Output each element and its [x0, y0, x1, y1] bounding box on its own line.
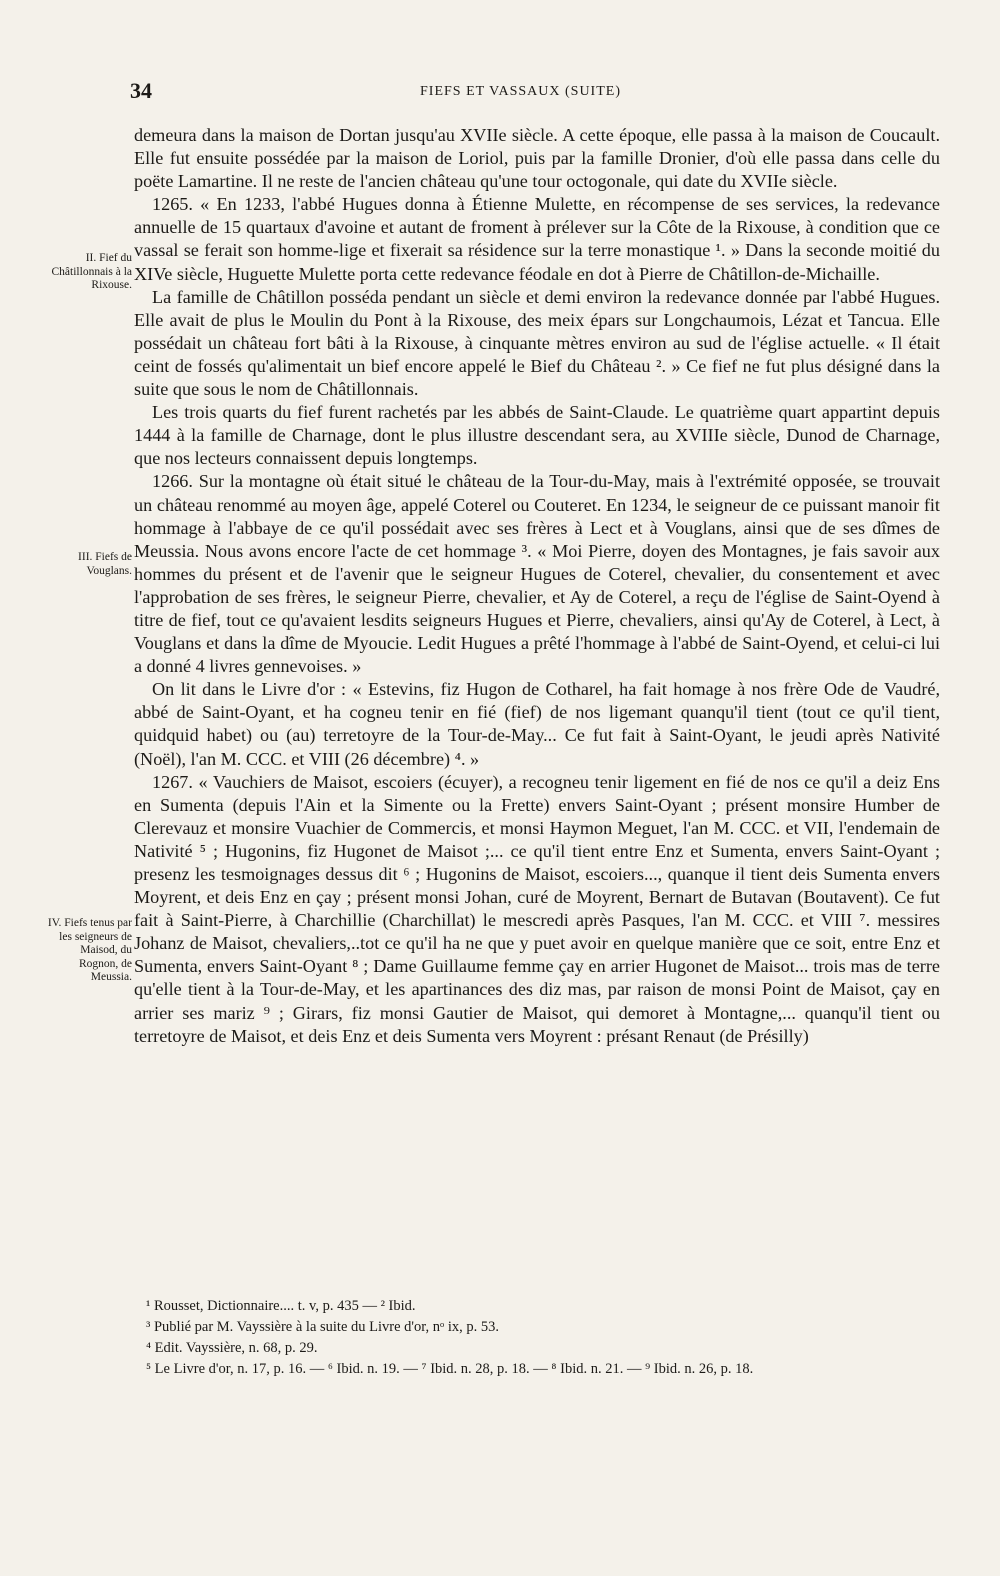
margin-note-iv: IV. Fiefs tenus par les seigneurs de Maisod, du Rognon, de Meussia. [47, 917, 132, 983]
paragraph-chatillon: La famille de Châtillon posséda pendant un siècle et demi environ la redevance donnée par l'abbé Hugues. Elle avait de plus le Moulin du Pont à la Rixouse, des meix épars sur Longchaumois, Lézat et Tancua. Elle possédait un château fort bâti à la Rixouse, à cinquante mètres environ au sud de l'église actuelle. « Il était ceint de fossés qu'alimentait un bief encore appelé le Bief du Château ². » Ce fief ne fut plus désigné dans la suite que sous le nom de Châtillonnais. [134, 286, 940, 400]
paragraph-charnage: Les trois quarts du fief furent rachetés par les abbés de Saint-Claude. Le quatrième quart appartint depuis 1444 à la famille de Charnage, dont le plus illustre descendant sera, au XVIIIe siècle, Dunod de Charnage, que nos lecteurs connaissent depuis longtemps. [134, 402, 940, 469]
margin-note-iii: III. Fiefs de Vouglans. [78, 551, 132, 577]
footnote-4: ⁴ Edit. Vayssière, n. 68, p. 29. [146, 1340, 318, 1356]
paragraph-continuation: demeura dans la maison de Dortan jusqu'au XVIIe siècle. A cette époque, elle passa à la maison de Coucault. Elle fut ensuite possédée par la maison de Loriol, puis par la famille Dronier, d'où elle passa dans celle du poëte Lamartine. Il ne reste de l'ancien château qu'une tour octogonale, qui date du XVIIe siècle. [134, 125, 940, 192]
footnote-5-9: ⁵ Le Livre d'or, n. 17, p. 16. — ⁶ Ibid. n. 19. — ⁷ Ibid. n. 28, p. 18. — ⁸ Ibid. n. 21. — ⁹ Ibid. n. 26, p. 18. [146, 1361, 754, 1377]
paragraph-1267: 1267. « Vauchiers de Maisot, escoiers (écuyer), a recogneu tenir ligement en fié de nos ce qu'il a deiz Ens en Sumenta (depuis l'Ain et la Simente ou la Frette) envers Saint-Oyant ; présent monsire Humber de Clerevauz et monsire Vuachier de Commercis, et monsi Haymon Meguet, l'an M. CCC. et VII, l'endemain de Nativité ⁵ ; Hugonins, fiz Hugonet de Maisot ;... ce qu'il tient entre Enz et Sumenta, envers Saint-Oyant ; presenz les tesmoignages dessus dit ⁶ ; Hugonins de Maisot, escoiers..., quanque il tient deis Sumenta envers Moyrent, et deis Enz en çay ; présent monsi Johan, curé de Moyrent, Bernart de Butavan (Boutavent). Ce fut fait à Saint-Pierre, à Charchillie (Charchillat) le mescredi après Pasques, l'an M. CCC. et VIII ⁷. messires Johanz de Maisot, chevaliers,..tot ce qu'il ha ne que y puet avoir en quelque manière que ce soit, entre Enz et Sumenta, envers Saint-Oyant ⁸ ; Dame Guillaume femme çay en arrier Hugonet de Maisot... trois mas de terre qu'elle tient à la Tour-de-May, et les apartinances des diz mas, par raison de monsi Point de Maisot, çay en arrier ses mariz ⁹ ; Girars, fiz monsi Gautier de Maisot, qui demoret à Montagne,... quanqu'il tient ou terretoyre de Maisot, et deis Enz et deis Sumenta vers Moyrent : présant Renaut (de Présilly) [134, 771, 940, 1046]
running-title: FIEFS ET VASSAUX (SUITE) [420, 84, 621, 99]
margin-note-ii: II. Fief du Châtillonnais à la Rixouse. [51, 252, 132, 291]
footnote-1-2: ¹ Rousset, Dictionnaire.... t. v, p. 435 — ² Ibid. [146, 1298, 416, 1314]
paragraph-1265: 1265. « En 1233, l'abbé Hugues donna à Étienne Mulette, en récompense de ses services, la redevance annuelle de 15 quartaux d'avoine et autant de froment à prélever sur la Côte de la Rixouse, à condition que ce vassal se ferait son homme-lige et fixerait sa résidence sur la terre monastique ¹. » Dans la seconde moitié du XIVe siècle, Huguette Mulette porta cette redevance féodale en dot à Pierre de Châtillon-de-Michaille. [134, 194, 940, 284]
paragraph-1266: 1266. Sur la montagne où était situé le château de la Tour-du-May, mais à l'extrémité opposée, se trouvait un château renommé au moyen âge, appelé Coterel ou Couteret. En 1234, le seigneur de ce puissant manoir fit hommage à l'abbaye de ce qu'il possédait avec ses frères à Lect et à Vouglans, ainsi que de ses dîmes de Meussia. Nous avons encore l'acte de cet hommage ³. « Moi Pierre, doyen des Montagnes, je fais savoir aux hommes du présent et de l'avenir que le seigneur Hugues de Coterel, chevalier, du consentement et avec l'approbation de ses frères, le seigneur Pierre, chevalier, et Ay de Coterel, a reçu de l'église de Saint-Oyend à titre de fief, tout ce qu'avaient lesdits seigneurs Hugues et Pierre, chevaliers, ainsi qu'Ay de Coterel, à Lect, à Vouglans et dans la dîme de Myoucie. Ledit Hugues a prêté l'hommage à l'abbé de Saint-Oyend, et celui-ci lui a donné 4 livres gennevoises. » [134, 471, 940, 677]
page-number: 34 [130, 78, 152, 103]
main-text [134, 124, 940, 1048]
paragraph-livre-dor: On lit dans le Livre d'or : « Estevins, fiz Hugon de Cotharel, ha fait homage à nos frère Ode de Vaudré, abbé de Saint-Oyant, et ha cogneu tenir en fié (fief) de nos ligemant quanqu'il tient (tout ce qu'il tient, quidquid habet) ou (au) terretoyre de la Tour-de-May... Ce fut fait à Saint-Oyant, le jeudi après Nativité (Noël), l'an M. CCC. et VIII (26 décembre) ⁴. » [134, 679, 940, 769]
footnote-3: ³ Publié par M. Vayssière à la suite du Livre d'or, nᵒ ix, p. 53. [146, 1319, 499, 1335]
page-header [130, 78, 950, 108]
footnotes [146, 1296, 946, 1380]
